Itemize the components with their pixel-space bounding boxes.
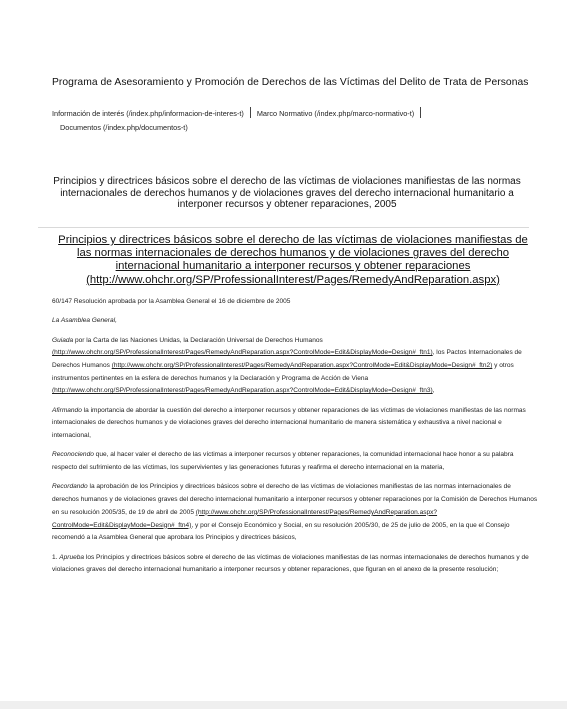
paragraph-text: , y por el Consejo Económico y Social, en su resolución 2005/30, de 25 de julio de 2005, en la que el Consejo recomendó a la Asamblea General que aprobara los Principios y directrices básicos, (52, 521, 510, 542)
divider (38, 227, 529, 228)
footnote-link-2[interactable]: (http://www.ohchr.org/SP/ProfessionalInterest/Pages/RemedyAndReparation.aspx?ControlMode=Edit&DisplayMode=Design#_ftn2) (111, 362, 493, 369)
paragraph-reconociendo (52, 449, 538, 474)
assembly-label: La Asamblea General, (52, 317, 117, 325)
nav-separator (420, 107, 421, 118)
resolution-line: 60/147 Resolución aprobada por la Asamblea General el 16 de diciembre de 2005 (52, 298, 291, 305)
paragraph-text: la importancia de abordar la cuestión del derecho a interponer recursos y obtener reparaciones de las víctimas de violaciones manifiestas de las normas internacionales de derechos humanos y de violaciones graves del derecho internacional humanitario de manera sistemática y exhaustiva a nivel nacional e internacional, (52, 406, 526, 440)
paragraph-aprueba (52, 552, 538, 577)
paragraph-lead: Reconociendo (52, 451, 94, 459)
page-title: Principios y directrices básicos sobre el derecho de las víctimas de violaciones manifiestas de las normas internacionales de derechos humanos y de violaciones graves del derecho internacional humanitario a interponer recursos y obtener reparaciones, 2005 (53, 176, 521, 210)
footnote-link-3[interactable]: (http://www.ohchr.org/SP/ProfessionalInterest/Pages/RemedyAndReparation.aspx?ControlMode=Edit&DisplayMode=Design#_ftn3) (52, 387, 433, 395)
paragraph-guiada (52, 335, 538, 399)
paragraph-text: que, al hacer valer el derecho de las víctimas a interponer recursos y obtener reparaciones, la comunidad internacional hace honor a su palabra respecto del sufrimiento de las víctimas, los supervivientes y las generaciones futuras y reafirma el derecho internacional en la materia, (52, 451, 514, 472)
footnote-link-1[interactable]: (http://www.ohchr.org/SP/ProfessionalInterest/Pages/RemedyAndReparation.aspx?ControlMode=Edit&DisplayMode=Design#_ftn1) (52, 349, 433, 357)
article-title-link[interactable]: Principios y directrices básicos sobre el derecho de las víctimas de violaciones manifiestas de las normas internacionales de derechos humanos y de violaciones graves del derecho internacional humanitario a interponer recursos y obtener reparaciones (http://www.ohchr.org/SP/ProfessionalInterest/Pages/RemedyAndReparation.aspx) (58, 234, 528, 286)
paragraph-text: la aprobación de los Principios y directrices básicos sobre el derecho de las víctimas de violaciones manifiestas de las normas internacionales de derechos humanos y de violaciones graves del derecho internacional humanitario a interponer recursos y obtener reparaciones por la Comisión de Derechos Humanos en su resolución 2005/35, de 19 de abril de 2005 (52, 483, 538, 516)
paragraph-text: , los Pactos Internacionales de Derechos Humanos (52, 349, 522, 369)
paragraph-number: 1. (52, 553, 60, 561)
paragraph-recordando (52, 481, 538, 545)
site-title: Programa de Asesoramiento y Promoción de Derechos de las Víctimas del Delito de Trata de Personas (52, 77, 529, 88)
paragraph-lead: Guiada (52, 336, 74, 344)
paragraph-text: , (432, 387, 435, 395)
nav-separator (250, 107, 251, 118)
paragraph-text: por la Carta de las Naciones Unidas, la Declaración Universal de Derechos Humanos (73, 336, 323, 344)
footnote-link-4[interactable]: (http://www.ohchr.org/SP/ProfessionalInterest/Pages/RemedyAndReparation.aspx?ControlMode=Edit&DisplayMode=Design#_ftn4) (52, 508, 438, 529)
nav-link-marco-normativo[interactable]: Marco Normativo (/index.php/marco-normativo-t) (256, 109, 415, 118)
paragraph-lead: Recordando (52, 483, 88, 491)
main-nav (52, 107, 552, 135)
nav-link-informacion[interactable]: Información de interés (/index.php/informacion-de-interes-t) (52, 109, 244, 118)
nav-link-documentos[interactable]: Documentos (/index.php/documentos-t) (60, 123, 188, 132)
bottom-bar (0, 701, 567, 709)
paragraph-afirmando (52, 405, 538, 443)
paragraph-lead: Afirmando (52, 406, 82, 414)
paragraph-text: los Principios y directrices básicos sobre el derecho de las víctimas de violaciones manifiestas de las normas internacionales de derechos humanos y de violaciones graves del derecho internacional humanitario a interponer recursos y obtener reparaciones, que figuran en el anexo de la presente resolución; (52, 553, 529, 574)
assembly-line (52, 315, 538, 328)
paragraph-lead: Aprueba (59, 553, 85, 561)
article-body (52, 296, 538, 584)
paragraph-text: y otros instrumentos pertinentes en la esfera de derechos humanos y la Declaración y Programa de Acción de Viena (52, 362, 514, 382)
